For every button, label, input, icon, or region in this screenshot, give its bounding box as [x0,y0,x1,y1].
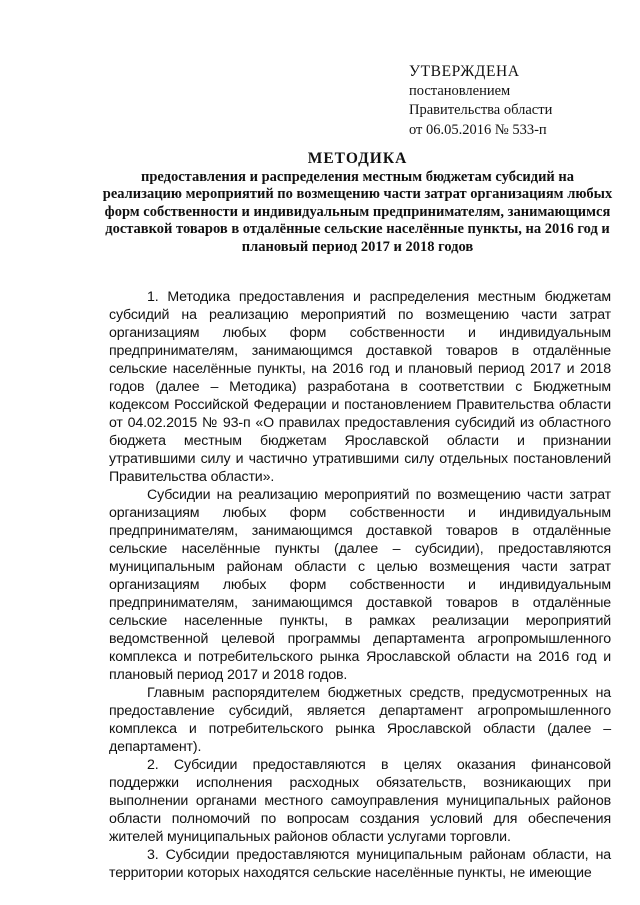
paragraph-4: 2. Субсидии предоставляются в целях оказания финансовой поддержки исполнения расходных обязательств, возникающих при выполнении органами местного самоуправления муниципальных районов области полномочий по вопросам создания условий для обеспечения жителей муниципальных районов области услугами торговли. [109,757,611,845]
paragraph-1: 1. Методика предоставления и распределения местным бюджетам субсидий на реализацию мероприятий по возмещению части затрат организациям любых форм собственности и индивидуальным предпринимателям, занимающимся доставкой товаров в отдалённые сельские населённые пункты, на 2016 год и плановый период 2017 и 2018 годов (далее – Методика) разработана в соответствии с Бюджетным кодексом Российской Федерации и постановлением Правительства области от 04.02.2015 № 93-п «О правилах предоставления субсидий из областного бюджета местным бюджетам Ярославской области и признании утратившими силу и частично утратившими силу отдельных постановлений Правительства области». [109,289,611,485]
approval-heading: УТВЕРЖДЕНА [409,63,520,80]
title-main: МЕТОДИКА [307,150,408,167]
paragraph-3: Главным распорядителем бюджетных средств, предусмотренных на предоставление субсидий, является департамент агропромышленного комплекса и потребительского рынка Ярославской области (далее – департамент). [109,685,611,755]
approval-line-3: от 06.05.2016 № 533-п [409,121,547,138]
paragraph-5: 3. Субсидии предоставляются муниципальным районам области, на территории которых находятся сельские населённые пункты, не имеющие [109,847,611,881]
approval-line-1: постановлением [409,82,511,99]
approval-line-2: Правительства области [409,102,553,118]
document-body [109,288,611,882]
document-title [100,150,615,256]
approval-stamp [409,62,552,140]
paragraph-2: Субсидии на реализацию мероприятий по возмещению части затрат организациям любых форм собственности и индивидуальным предпринимателям, занимающимся доставкой товаров в отдалённые сельские населённые пункты (далее – субсидии), предоставляются муниципальным районам области с целью возмещения части затрат организациям любых форм собственности и индивидуальным предпринимателям, занимающимся доставкой товаров в отдалённые сельские населенные пункты, в рамках реализации мероприятий ведомственной целевой программы департамента агропромышленного комплекса и потребительского рынка Ярославской области на 2016 год и плановый период 2017 и 2018 годов. [109,487,611,683]
title-subtitle: предоставления и распределения местным бюджетам субсидий на реализацию мероприятий по возмещению части затрат организациям любых форм собственности и индивидуальным предпринимателям, занимающимся доставкой товаров в отдалённые сельские населённые пункты, на 2016 год и плановый период 2017 и 2018 годов [102,168,613,255]
